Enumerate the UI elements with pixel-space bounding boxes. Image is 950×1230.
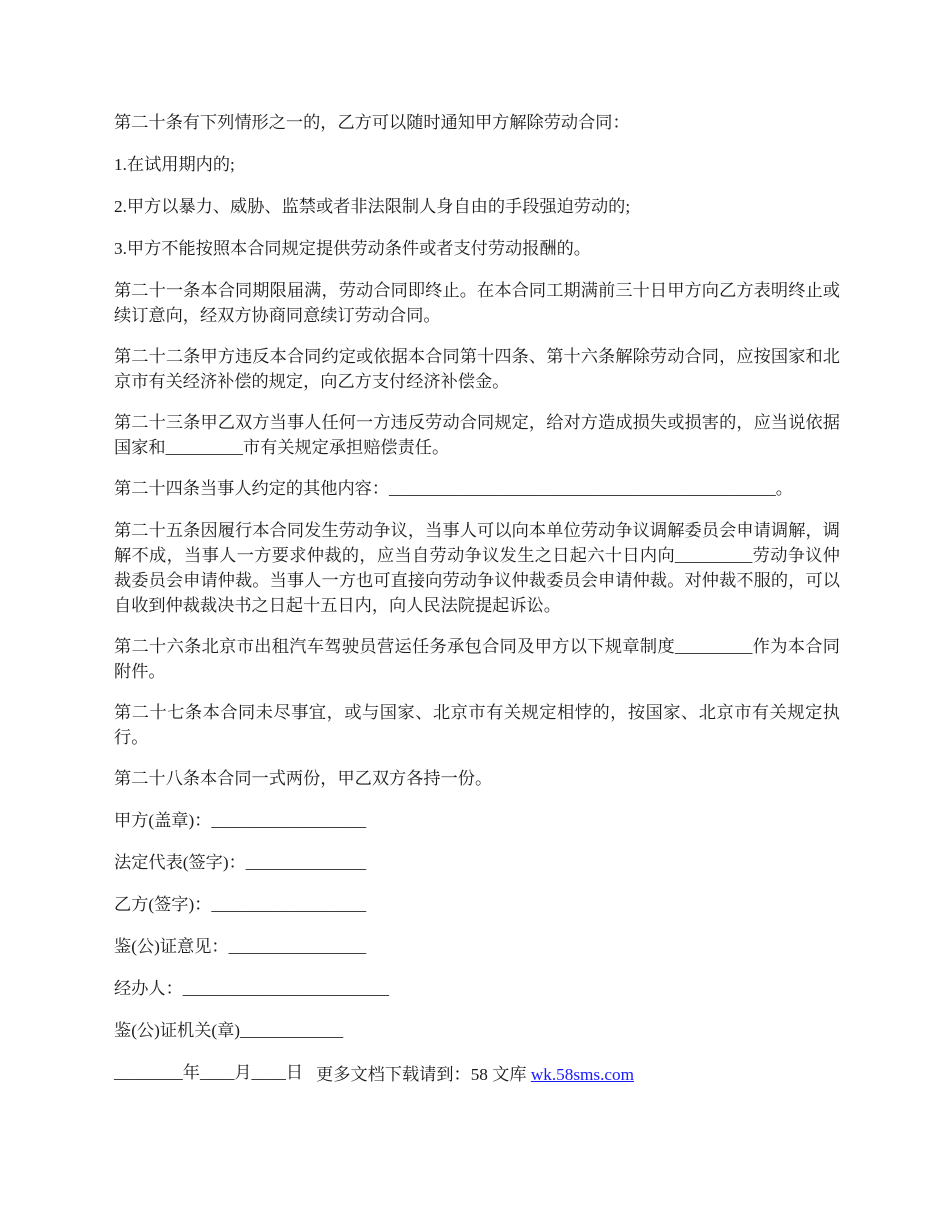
signing-date: ________年____月____日 bbox=[114, 1063, 304, 1082]
signature-legal-representative: 法定代表(签字)：______________ bbox=[114, 853, 367, 872]
signature-party-b: 乙方(签字)：__________________ bbox=[114, 895, 367, 914]
footer bbox=[0, 1062, 950, 1087]
article-23: 第二十三条甲乙双方当事人任何一方违反劳动合同规定，给对方造成损失或损害的，应当说依据国家和_________市有关规定承担赔偿责任。 bbox=[114, 413, 840, 457]
article-28: 第二十八条本合同一式两份，甲乙双方各持一份。 bbox=[114, 769, 493, 788]
article-20: 第二十条有下列情形之一的，乙方可以随时通知甲方解除劳动合同： bbox=[114, 113, 630, 132]
article-22: 第二十二条甲方违反本合同约定或依据本合同第十四条、第十六条解除劳动合同，应按国家和北京市有关经济补偿的规定，向乙方支付经济补偿金。 bbox=[114, 347, 840, 391]
article-20-item-1: 1.在试用期内的; bbox=[114, 155, 235, 174]
footer-prefix: 更多文档下载请到：58 文库 bbox=[316, 1065, 531, 1084]
handler: 经办人：________________________ bbox=[114, 979, 390, 998]
article-21: 第二十一条本合同期限届满，劳动合同即终止。在本合同工期满前三十日甲方向乙方表明终止或续订意向，经双方协商同意续订劳动合同。 bbox=[114, 281, 840, 325]
article-27: 第二十七条本合同未尽事宜，或与国家、北京市有关规定相悖的，按国家、北京市有关规定执行。 bbox=[114, 703, 840, 747]
article-20-item-3: 3.甲方不能按照本合同规定提供劳动条件或者支付劳动报酬的。 bbox=[114, 239, 591, 258]
article-25: 第二十五条因履行本合同发生劳动争议，当事人可以向本单位劳动争议调解委员会申请调解，调解不成，当事人一方要求仲裁的，应当自劳动争议发生之日起六十日内向_________劳动争议仲裁委员会申请仲裁。当事人一方也可直接向劳动争议仲裁委员会申请仲裁。对仲裁不服的，可以自收到仲裁裁决书之日起十五日内，向人民法院提起诉讼。 bbox=[114, 521, 840, 615]
signature-party-a: 甲方(盖章)：__________________ bbox=[114, 811, 367, 830]
article-20-item-2: 2.甲方以暴力、威胁、监禁或者非法限制人身自由的手段强迫劳动的; bbox=[114, 197, 631, 216]
notarization-opinion: 鉴(公)证意见：________________ bbox=[114, 937, 367, 956]
article-26: 第二十六条北京市出租汽车驾驶员营运任务承包合同及甲方以下规章制度_________作为本合同附件。 bbox=[114, 637, 840, 681]
article-24: 第二十四条当事人约定的其他内容：_____________________________________________。 bbox=[114, 479, 793, 498]
footer-link[interactable]: wk.58sms.com bbox=[530, 1065, 634, 1084]
notarization-authority: 鉴(公)证机关(章)____________ bbox=[114, 1021, 344, 1040]
document-body bbox=[114, 110, 840, 1102]
